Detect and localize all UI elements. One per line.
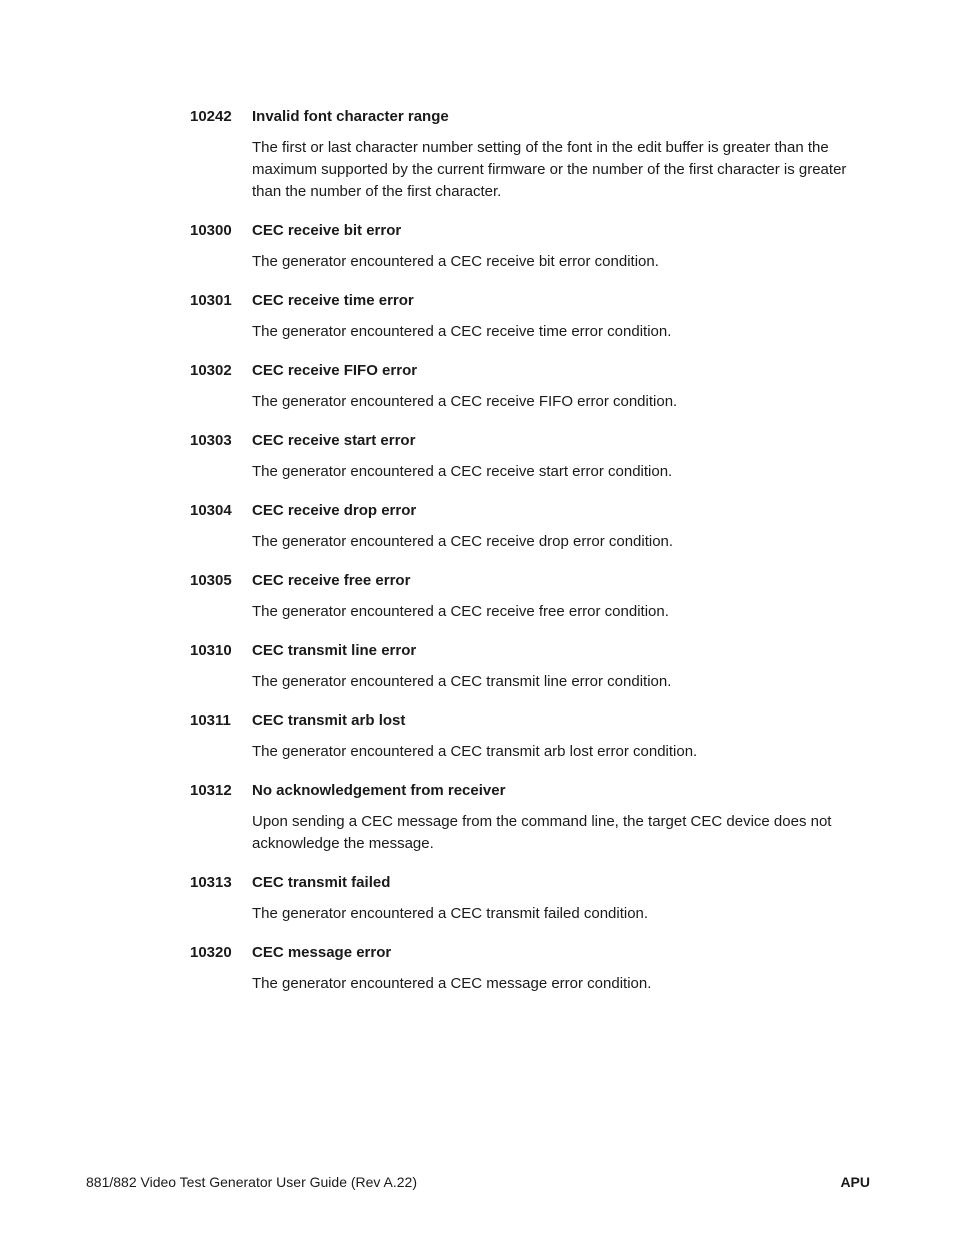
error-entry	[190, 291, 880, 343]
page-footer	[86, 1172, 870, 1192]
error-description: The generator encountered a CEC receive bit error condition.	[252, 253, 659, 270]
error-title: CEC transmit failed	[252, 874, 391, 891]
error-code: 10320	[190, 944, 232, 961]
error-title: Invalid font character range	[252, 108, 449, 125]
error-entry	[190, 107, 880, 203]
error-code-list	[190, 107, 880, 995]
error-heading	[190, 291, 880, 311]
error-entry	[190, 873, 880, 925]
error-title: CEC transmit line error	[252, 642, 417, 659]
error-entry	[190, 431, 880, 483]
error-heading	[190, 571, 880, 591]
error-title: CEC transmit arb lost	[252, 712, 406, 729]
footer-section-label: APU	[840, 1174, 870, 1190]
error-description: The generator encountered a CEC transmit failed condition.	[252, 905, 649, 922]
error-code: 10242	[190, 108, 232, 125]
error-code: 10312	[190, 782, 232, 799]
error-title: CEC receive FIFO error	[252, 362, 418, 379]
error-code: 10304	[190, 502, 232, 519]
error-code: 10310	[190, 642, 232, 659]
error-heading	[190, 107, 880, 127]
error-title: CEC receive start error	[252, 432, 416, 449]
error-code: 10302	[190, 362, 232, 379]
error-description: Upon sending a CEC message from the command line, the target CEC device does not acknowledge the message.	[252, 813, 832, 852]
error-title: CEC receive time error	[252, 292, 414, 309]
error-title: CEC receive free error	[252, 572, 411, 589]
error-title: No acknowledgement from receiver	[252, 782, 506, 799]
footer-document-title: 881/882 Video Test Generator User Guide (Rev A.22)	[86, 1174, 418, 1190]
error-heading	[190, 711, 880, 731]
error-entry	[190, 641, 880, 693]
error-description: The generator encountered a CEC transmit line error condition.	[252, 673, 672, 690]
error-entry	[190, 361, 880, 413]
error-heading	[190, 431, 880, 451]
error-entry	[190, 711, 880, 763]
error-heading	[190, 943, 880, 963]
error-heading	[190, 361, 880, 381]
error-code: 10303	[190, 432, 232, 449]
error-entry	[190, 571, 880, 623]
error-description: The generator encountered a CEC receive drop error condition.	[252, 533, 674, 550]
error-heading	[190, 873, 880, 893]
error-code: 10313	[190, 874, 232, 891]
error-entry	[190, 781, 880, 855]
error-title: CEC receive drop error	[252, 502, 417, 519]
error-code: 10305	[190, 572, 232, 589]
error-code: 10301	[190, 292, 232, 309]
error-description: The generator encountered a CEC message error condition.	[252, 975, 652, 992]
error-description: The generator encountered a CEC receive FIFO error condition.	[252, 393, 678, 410]
error-entry	[190, 943, 880, 995]
error-description: The generator encountered a CEC receive start error condition.	[252, 463, 673, 480]
error-title: CEC message error	[252, 944, 392, 961]
error-description: The generator encountered a CEC transmit arb lost error condition.	[252, 743, 698, 760]
error-title: CEC receive bit error	[252, 222, 402, 239]
error-entry	[190, 221, 880, 273]
error-description: The first or last character number setting of the font in the edit buffer is greater than the maximum supported by the current firmware or the number of the first character is greater than the number of the first character.	[252, 139, 847, 200]
error-description: The generator encountered a CEC receive free error condition.	[252, 603, 669, 620]
error-description: The generator encountered a CEC receive time error condition.	[252, 323, 672, 340]
error-heading	[190, 221, 880, 241]
error-heading	[190, 641, 880, 661]
error-entry	[190, 501, 880, 553]
error-heading	[190, 781, 880, 801]
error-code: 10311	[190, 712, 231, 729]
error-code: 10300	[190, 222, 232, 239]
error-heading	[190, 501, 880, 521]
